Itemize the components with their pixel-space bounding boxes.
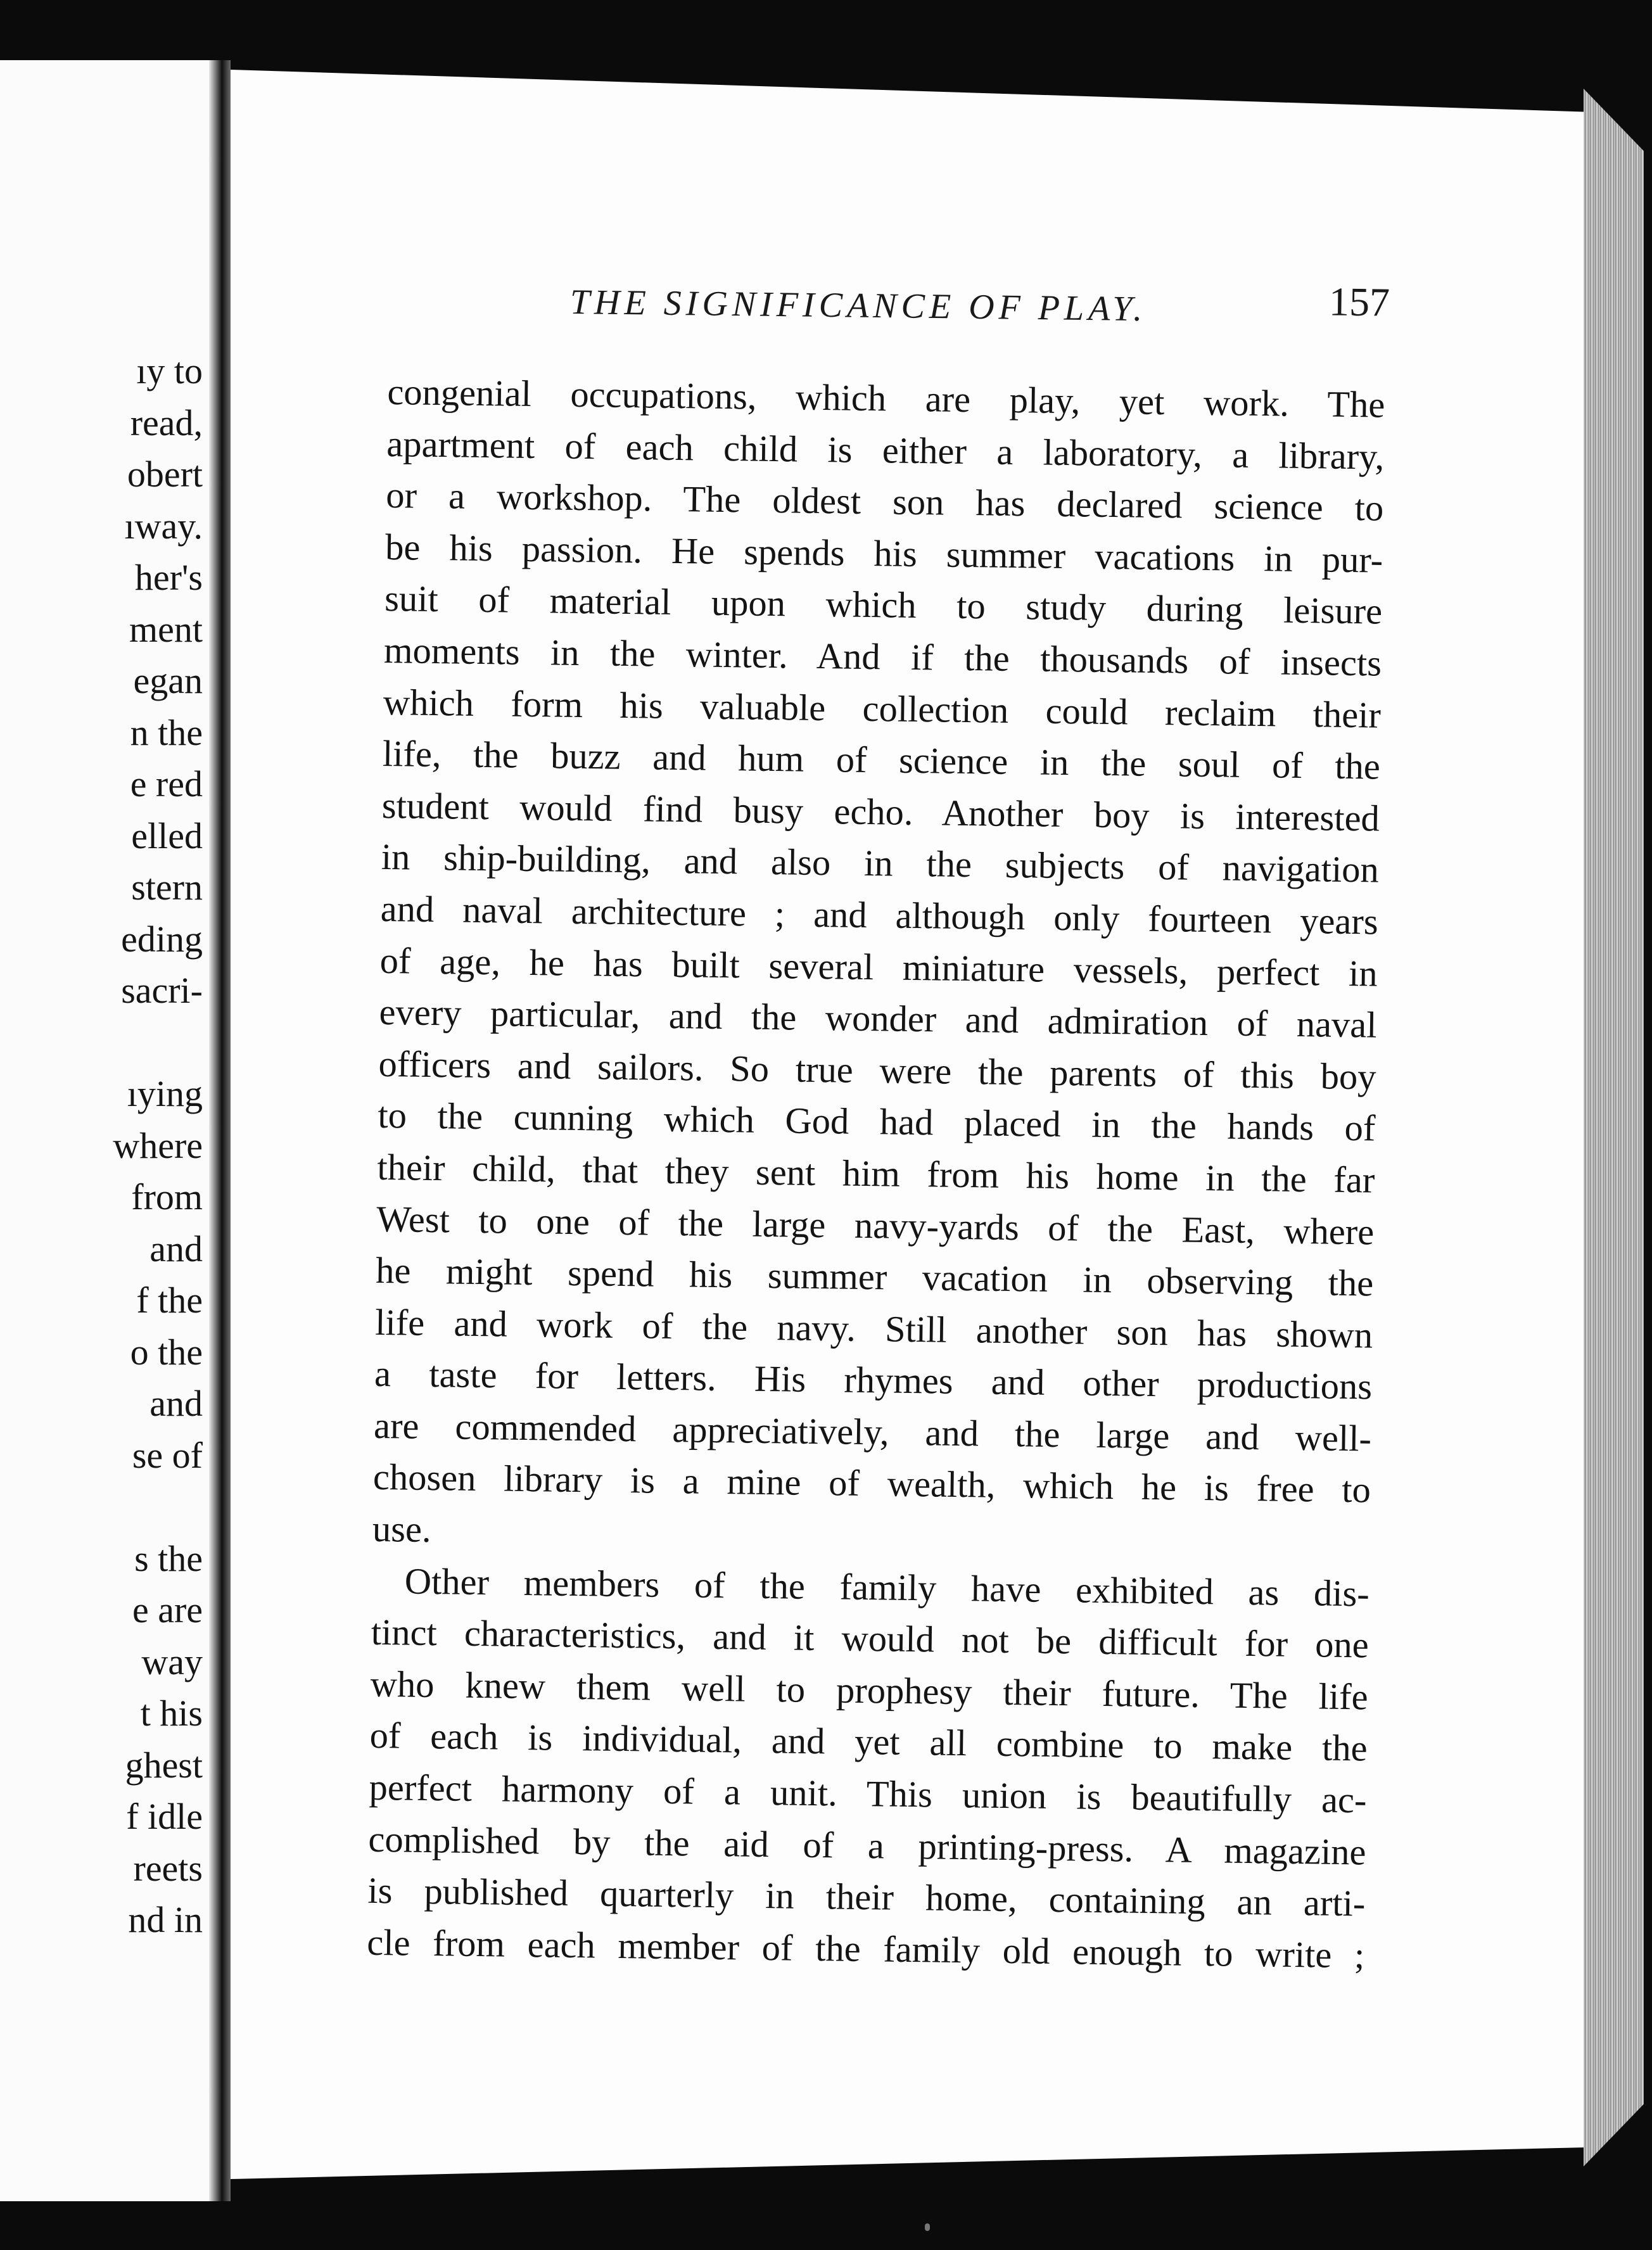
facing-page	[0, 60, 228, 2201]
text-line: chosen library is a mine of wealth, which he is free to	[372, 1456, 1371, 1511]
facing-text-line: obert	[127, 454, 203, 495]
facing-text-line: o the	[130, 1331, 203, 1373]
facing-text-line: read,	[130, 402, 203, 443]
text-line: every particular, and the wonder and admiration of naval	[379, 991, 1377, 1046]
paragraph-2	[367, 1554, 1369, 1981]
paragraph-1	[372, 366, 1385, 1568]
text-line: are commended appreciatively, and the large and well-	[373, 1404, 1372, 1459]
facing-text-line: ıy to	[136, 350, 203, 391]
text-line: and naval architecture ; and although only fourteen years	[380, 887, 1379, 943]
text-line: moments in the winter. And if the thousands of insects	[383, 629, 1382, 684]
facing-text-line: elled	[131, 815, 203, 856]
text-line: tinct characteristics, and it would not be difficult for one	[371, 1611, 1369, 1666]
scan-speck	[925, 2223, 930, 2231]
running-head: THE SIGNIFICANCE OF PLAY.	[569, 283, 1147, 329]
book-gutter	[209, 60, 231, 2201]
facing-text-line: and	[149, 1383, 203, 1424]
text-line: life and work of the navy. Still another son has shown	[374, 1301, 1373, 1356]
facing-text-line: nd in	[128, 1899, 203, 1940]
facing-text-line: t his	[140, 1693, 203, 1734]
text-line: a taste for letters. His rhymes and other productions	[374, 1353, 1373, 1408]
text-line: their child, that they sent him from his home in the far	[377, 1146, 1375, 1201]
text-line: perfect harmony of a unit. This union is beautifully ac-	[369, 1766, 1367, 1821]
facing-text-line	[38, 1017, 203, 1069]
text-line: of age, he has built several miniature vessels, perfect in	[379, 939, 1378, 995]
text-line: which form his valuable collection could reclaim their	[383, 681, 1382, 736]
facing-text-line: way	[141, 1641, 203, 1682]
facing-text-line: ghest	[125, 1744, 203, 1786]
facing-text-line: where	[113, 1124, 203, 1166]
text-line: or a workshop. The oldest son has declared science to	[385, 474, 1384, 529]
text-line: of each is individual, and yet all combine to make the	[369, 1715, 1368, 1769]
text-line: West to one of the large navy-yards of the East, where	[376, 1198, 1375, 1252]
page-number: 157	[1328, 279, 1390, 325]
facing-text-line: eding	[121, 918, 203, 960]
facing-page-text	[38, 345, 203, 1946]
text-line: life, the buzz and hum of science in the soul of the	[382, 733, 1381, 787]
text-line: student would find busy echo. Another boy is interested	[381, 784, 1380, 839]
page-fore-edge	[1584, 89, 1644, 2166]
facing-text-line: e are	[132, 1589, 203, 1630]
text-line: suit of material upon which to study during leisure	[384, 578, 1383, 632]
text-line: to the cunning which God had placed in the hands of	[378, 1095, 1376, 1149]
facing-text-line: reets	[133, 1847, 203, 1889]
text-line: use.	[372, 1508, 432, 1551]
facing-text-line: from	[131, 1176, 203, 1217]
text-line: be his passion. He spends his summer vacations in pur-	[384, 526, 1383, 581]
text-line: apartment of each child is either a laboratory, a library,	[386, 423, 1385, 478]
text-line: congenial occupations, which are play, yet work. The	[387, 371, 1385, 426]
text-line: who knew them well to prophesy their future. The life	[370, 1663, 1369, 1718]
facing-text-line: ment	[129, 608, 203, 650]
facing-text-line: her's	[134, 557, 203, 598]
facing-text-line: s the	[134, 1537, 203, 1579]
text-line: is published quarterly in their home, containing an arti-	[367, 1870, 1366, 1924]
text-line: in ship-building, and also in the subjects of navigation	[381, 836, 1380, 891]
text-line: he might spend his summer vacation in observing the	[375, 1249, 1374, 1304]
facing-text-line: stern	[131, 867, 203, 908]
text-line: officers and sailors. So true were the parents of this boy	[378, 1043, 1376, 1098]
facing-text-line: f idle	[126, 1796, 203, 1837]
facing-text-line: se of	[132, 1434, 203, 1476]
facing-text-line: sacri-	[121, 970, 203, 1011]
text-line: cle from each member of the family old enough to write ;	[367, 1921, 1365, 1976]
text-line: Other members of the family have exhibited as dis-	[404, 1560, 1370, 1615]
facing-text-line: egan	[133, 660, 203, 701]
facing-text-line: n the	[130, 711, 203, 753]
body-text	[367, 366, 1385, 1981]
text-line: complished by the aid of a printing-press. A magazine	[368, 1818, 1366, 1873]
facing-text-line: e red	[130, 763, 203, 804]
facing-text-line: ıying	[127, 1073, 203, 1114]
facing-text-line: ıway.	[124, 505, 203, 547]
facing-text-line: f the	[136, 1280, 203, 1321]
facing-text-line	[38, 1481, 203, 1533]
facing-text-line: and	[149, 1228, 203, 1269]
